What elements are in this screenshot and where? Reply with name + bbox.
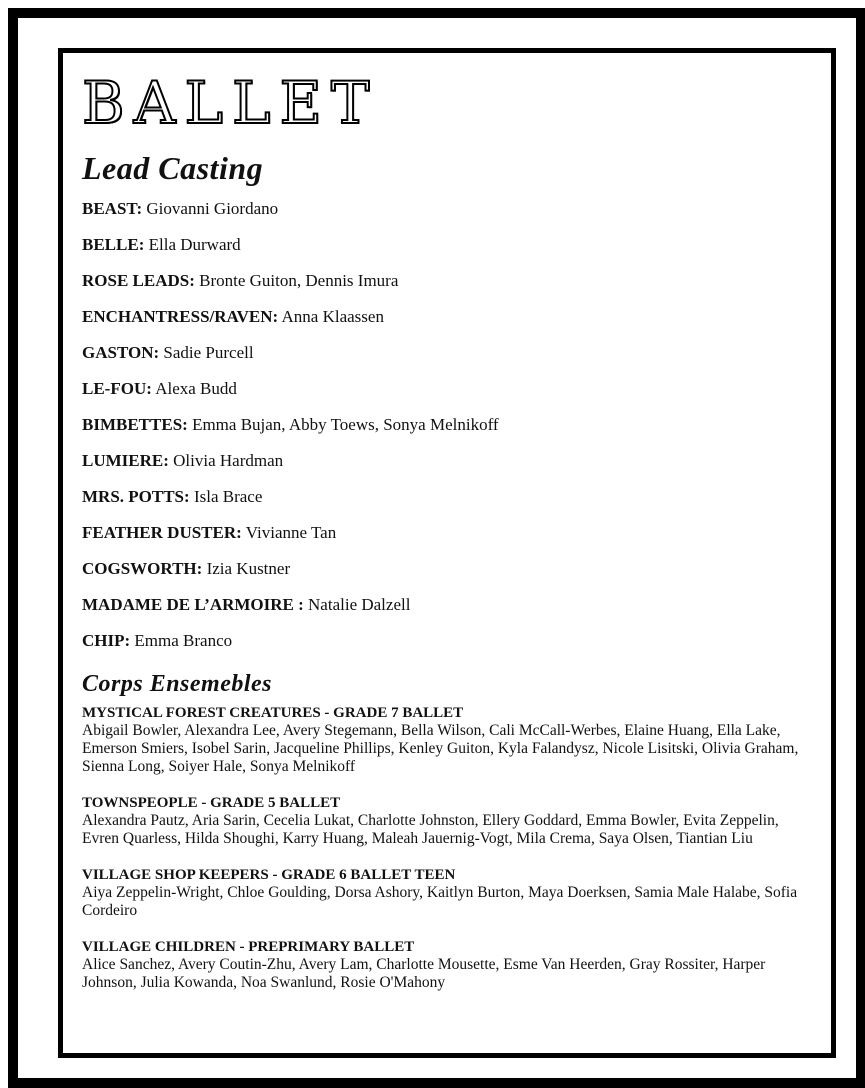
lead-role-item: [82, 378, 802, 414]
ensemble-title: TOWNSPEOPLE - GRADE 5 BALLET: [82, 795, 341, 811]
corps-groups: [82, 704, 802, 992]
lead-role-item: [82, 630, 802, 666]
lead-casting-heading: Lead Casting: [82, 150, 264, 186]
cast-names: Izia Kustner: [206, 559, 291, 578]
cast-names: Emma Bujan, Abby Toews, Sonya Melnikoff: [192, 415, 499, 434]
role-name: ROSE LEADS:: [82, 271, 195, 290]
lead-role-item: [82, 594, 802, 630]
role-name: BELLE:: [82, 235, 145, 254]
cast-names: Vivianne Tan: [245, 523, 337, 542]
cast-names: Bronte Guiton, Dennis Imura: [199, 271, 399, 290]
role-name: FEATHER DUSTER:: [82, 523, 242, 542]
lead-role-item: [82, 558, 802, 594]
role-name: LUMIERE:: [82, 451, 169, 470]
cast-names: Isla Brace: [193, 487, 263, 506]
corps-ensembles-heading: Corps Ensemebles: [82, 671, 273, 697]
role-name: MADAME DE L’ARMOIRE :: [82, 595, 304, 614]
lead-role-item: [82, 342, 802, 378]
role-name: MRS. POTTS:: [82, 487, 190, 506]
role-name: GASTON:: [82, 343, 160, 362]
cast-names: Natalie Dalzell: [308, 595, 411, 614]
ensemble-title: VILLAGE CHILDREN - PREPRIMARY BALLET: [82, 939, 415, 955]
cast-names: Anna Klaassen: [281, 307, 384, 326]
lead-role-item: [82, 270, 802, 306]
ensemble-members: Aiya Zeppelin-Wright, Chloe Goulding, Dorsa Ashory, Kaitlyn Burton, Maya Doerksen, Samia Male Halabe, Sofia Cordeiro: [82, 884, 798, 919]
role-name: COGSWORTH:: [82, 559, 203, 578]
lead-role-item: [82, 450, 802, 486]
lead-role-item: [82, 306, 802, 342]
ensemble-title: MYSTICAL FOREST CREATURES - GRADE 7 BALLET: [82, 705, 464, 721]
ensemble-members: Alice Sanchez, Avery Coutin-Zhu, Avery Lam, Charlotte Mousette, Esme Van Heerden, Gray Rossiter, Harper Johnson, Julia Kowanda, Noa Swanlund, Rosie O'Mahony: [82, 956, 766, 991]
lead-role-item: [82, 486, 802, 522]
ensemble-members: Abigail Bowler, Alexandra Lee, Avery Stegemann, Bella Wilson, Cali McCall-Werbes, Elaine Huang, Ella Lake, Emerson Smiers, Isobel Sarin, Jacqueline Phillips, Kenley Guiton, Kyla Falandysz, Nicole Lisitski, Olivia Graham, Sienna Long, Soiyer Hale, Sonya Melnikoff: [82, 722, 799, 775]
lead-casting-list: [82, 198, 802, 666]
role-name: CHIP:: [82, 631, 131, 650]
ensemble-group: [82, 938, 802, 992]
cast-list: [82, 70, 802, 1010]
role-name: BEAST:: [82, 199, 143, 218]
cast-names: Alexa Budd: [155, 379, 237, 398]
lead-role-item: [82, 522, 802, 558]
ensemble-group: [82, 794, 802, 848]
cast-names: Olivia Hardman: [173, 451, 284, 470]
lead-role-item: [82, 234, 802, 270]
role-name: BIMBETTES:: [82, 415, 188, 434]
role-name: ENCHANTRESS/RAVEN:: [82, 307, 279, 326]
lead-role-item: [82, 414, 802, 450]
role-name: LE-FOU:: [82, 379, 152, 398]
ensemble-group: [82, 704, 802, 776]
ensemble-group: [82, 866, 802, 920]
cast-names: Emma Branco: [134, 631, 233, 650]
lead-role-item: [82, 198, 802, 234]
cast-names: Giovanni Giordano: [146, 199, 279, 218]
page-title: BALLET: [82, 69, 379, 137]
ensemble-members: Alexandra Pautz, Aria Sarin, Cecelia Lukat, Charlotte Johnston, Ellery Goddard, Emma Bowler, Evita Zeppelin, Evren Quarless, Hilda Shoughi, Karry Huang, Maleah Jauernig-Vogt, Mila Crema, Saya Olsen, Tiantian Liu: [82, 812, 779, 847]
cast-names: Ella Durward: [148, 235, 241, 254]
cast-names: Sadie Purcell: [163, 343, 254, 362]
ensemble-title: VILLAGE SHOP KEEPERS - GRADE 6 BALLET TEEN: [82, 867, 456, 883]
